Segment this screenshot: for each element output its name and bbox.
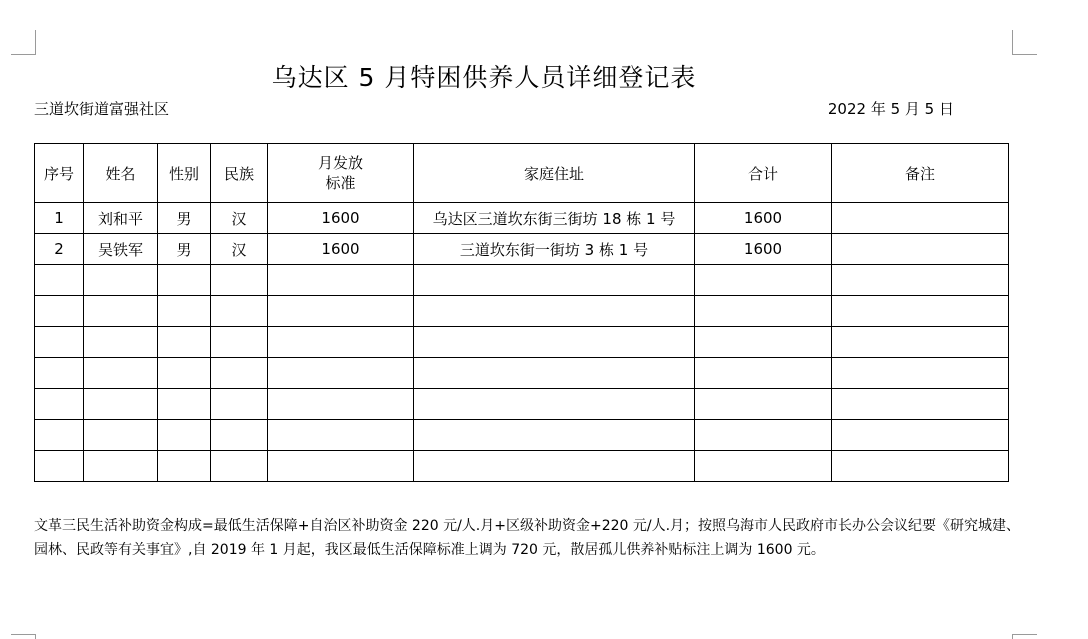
- cell-ethnicity: [211, 358, 268, 389]
- cell-monthly-standard: 1600: [268, 203, 414, 234]
- cell-address: [414, 420, 695, 451]
- cell-ethnicity: [211, 265, 268, 296]
- header-address: 家庭住址: [414, 144, 695, 203]
- cell-address: [414, 327, 695, 358]
- cell-remarks: [832, 358, 1009, 389]
- cell-seq: 2: [35, 234, 84, 265]
- cell-name: [84, 451, 158, 482]
- cell-remarks: [832, 265, 1009, 296]
- header-gender: 性别: [158, 144, 211, 203]
- community-name: 三道坎街道富强社区: [34, 100, 170, 118]
- page-corner-mark-bottom-left: [11, 634, 36, 639]
- header-ethnicity: 民族: [211, 144, 268, 203]
- cell-address: [414, 296, 695, 327]
- cell-remarks: [832, 296, 1009, 327]
- cell-gender: 男: [158, 234, 211, 265]
- table-row-empty: [35, 358, 1009, 389]
- cell-gender: 男: [158, 203, 211, 234]
- cell-ethnicity: [211, 389, 268, 420]
- cell-name: [84, 265, 158, 296]
- cell-address: 乌达区三道坎东街三街坊 18 栋 1 号: [414, 203, 695, 234]
- header-remarks: 备注: [832, 144, 1009, 203]
- cell-seq: [35, 451, 84, 482]
- cell-total: [695, 327, 832, 358]
- cell-seq: [35, 327, 84, 358]
- table-body: [35, 203, 1009, 482]
- cell-gender: [158, 327, 211, 358]
- cell-monthly-standard: [268, 451, 414, 482]
- cell-total: [695, 420, 832, 451]
- cell-remarks: [832, 389, 1009, 420]
- table-row-empty: [35, 451, 1009, 482]
- cell-ethnicity: [211, 296, 268, 327]
- cell-name: [84, 296, 158, 327]
- footer-note: 文革三民生活补助资金构成=最低生活保障+自治区补助资金 220 元/人.月+区级补助资金+220 元/人.月；按照乌海市人民政府市长办公会议纪要《研究城建、园林、民政等有关事宜》,自 2019 年 1 月起，我区最低生活保障标准上调为 720 元，散居孤儿供养补贴标注上调为 1600 元。: [34, 518, 1021, 558]
- page-corner-mark-top-right: [1012, 30, 1037, 55]
- cell-total: [695, 358, 832, 389]
- table-row-empty: [35, 420, 1009, 451]
- cell-ethnicity: 汉: [211, 234, 268, 265]
- cell-monthly-standard: [268, 358, 414, 389]
- document-date: 2022 年 5 月 5 日: [827, 100, 954, 118]
- cell-name: [84, 327, 158, 358]
- header-monthly-standard: [268, 144, 414, 203]
- cell-seq: [35, 296, 84, 327]
- cell-gender: [158, 389, 211, 420]
- cell-gender: [158, 358, 211, 389]
- cell-seq: [35, 265, 84, 296]
- cell-name: 刘和平: [84, 203, 158, 234]
- cell-total: [695, 451, 832, 482]
- cell-monthly-standard: [268, 296, 414, 327]
- cell-gender: [158, 265, 211, 296]
- cell-ethnicity: [211, 420, 268, 451]
- cell-address: [414, 265, 695, 296]
- cell-total: [695, 265, 832, 296]
- registration-table: [34, 143, 1009, 482]
- table-row-empty: [35, 327, 1009, 358]
- cell-total: [695, 296, 832, 327]
- cell-address: [414, 389, 695, 420]
- cell-seq: [35, 420, 84, 451]
- header-name: 姓名: [84, 144, 158, 203]
- cell-monthly-standard: [268, 420, 414, 451]
- document-title: 乌达区 5 月特困供养人员详细登记表: [271, 63, 697, 92]
- cell-gender: [158, 296, 211, 327]
- table-row: [35, 234, 1009, 265]
- cell-seq: [35, 358, 84, 389]
- page-corner-mark-top-left: [11, 30, 36, 55]
- cell-address: [414, 358, 695, 389]
- cell-ethnicity: [211, 451, 268, 482]
- cell-remarks: [832, 420, 1009, 451]
- cell-seq: 1: [35, 203, 84, 234]
- cell-address: [414, 451, 695, 482]
- cell-ethnicity: 汉: [211, 203, 268, 234]
- cell-monthly-standard: [268, 327, 414, 358]
- cell-remarks: [832, 203, 1009, 234]
- cell-name: [84, 420, 158, 451]
- table-row-empty: [35, 265, 1009, 296]
- cell-total: [695, 389, 832, 420]
- cell-name: [84, 389, 158, 420]
- cell-remarks: [832, 451, 1009, 482]
- header-monthly-standard-line2: 标准: [325, 174, 356, 192]
- page-corner-mark-bottom-right: [1012, 634, 1037, 639]
- cell-address: 三道坎东街一街坊 3 栋 1 号: [414, 234, 695, 265]
- table-row: [35, 203, 1009, 234]
- table-row-empty: [35, 389, 1009, 420]
- cell-remarks: [832, 327, 1009, 358]
- cell-name: [84, 358, 158, 389]
- cell-monthly-standard: [268, 389, 414, 420]
- cell-total: 1600: [695, 203, 832, 234]
- cell-total: 1600: [695, 234, 832, 265]
- cell-monthly-standard: [268, 265, 414, 296]
- cell-monthly-standard: 1600: [268, 234, 414, 265]
- cell-ethnicity: [211, 327, 268, 358]
- cell-gender: [158, 451, 211, 482]
- table-header-row: [35, 144, 1009, 203]
- header-seq: 序号: [35, 144, 84, 203]
- header-monthly-standard-line1: 月发放: [317, 154, 363, 172]
- cell-seq: [35, 389, 84, 420]
- cell-remarks: [832, 234, 1009, 265]
- table-row-empty: [35, 296, 1009, 327]
- cell-gender: [158, 420, 211, 451]
- header-total: 合计: [695, 144, 832, 203]
- cell-name: 吴铁军: [84, 234, 158, 265]
